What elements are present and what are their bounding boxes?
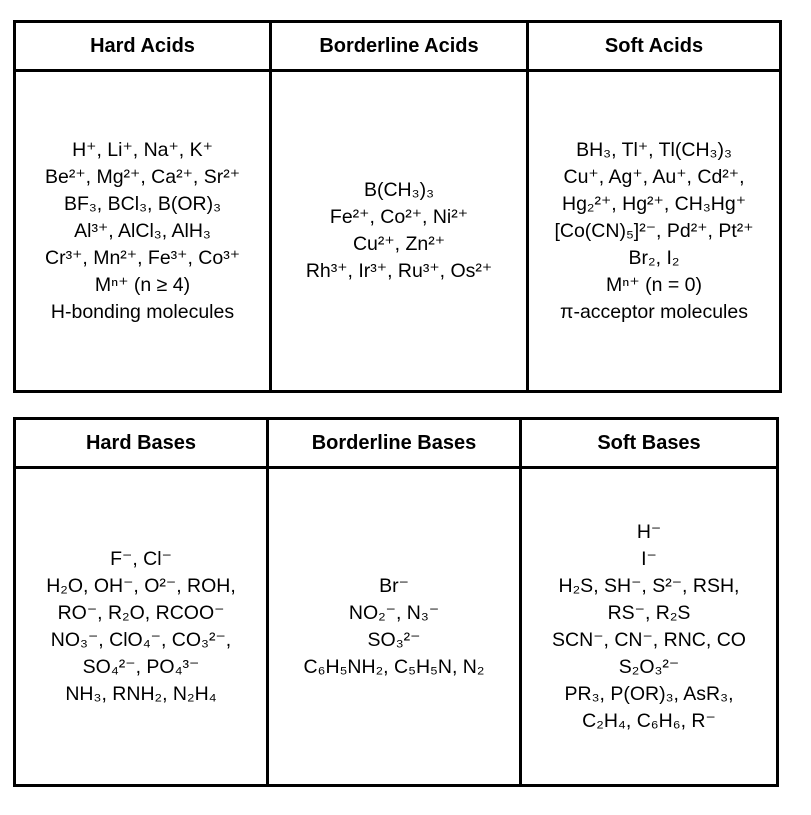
hard-acids-line: Mⁿ⁺ (n ≥ 4) xyxy=(94,273,191,296)
bases-table xyxy=(13,417,779,787)
borderline-acids-cell xyxy=(271,71,528,392)
soft-bases-line: PR₃, P(OR)₃, AsR₃, xyxy=(564,682,734,705)
soft-acids-line: Cu⁺, Ag⁺, Au⁺, Cd²⁺, xyxy=(563,165,745,188)
hard-acids-header: Hard Acids xyxy=(15,22,271,71)
soft-bases-line: RS⁻, R₂S xyxy=(607,601,691,624)
soft-acids-line: Br₂, I₂ xyxy=(628,246,680,269)
borderline-acids-line: Rh³⁺, Ir³⁺, Ru³⁺, Os²⁺ xyxy=(305,260,493,282)
hard-acids-line: BF₃, BCl₃, B(OR)₃ xyxy=(63,192,222,215)
soft-bases-header: Soft Bases xyxy=(521,419,778,468)
hard-bases-line: NO₃⁻, ClO₄⁻, CO₃²⁻, xyxy=(50,628,232,651)
soft-acids-line: Mⁿ⁺ (n = 0) xyxy=(606,273,702,296)
borderline-acids-header: Borderline Acids xyxy=(271,22,528,71)
bases-header-row xyxy=(15,419,778,468)
soft-bases-line: H⁻ xyxy=(636,520,662,543)
soft-bases-line: I⁻ xyxy=(641,547,657,570)
soft-acids-line: π-acceptor molecules xyxy=(560,300,748,323)
soft-bases-line: C₂H₄, C₆H₆, R⁻ xyxy=(582,709,716,732)
hard-bases-line: F⁻, Cl⁻ xyxy=(110,547,172,570)
soft-bases-line: S₂O₃²⁻ xyxy=(618,655,680,678)
soft-bases-line: SCN⁻, CN⁻, RNC, CO xyxy=(552,628,746,651)
soft-acids-cell xyxy=(528,71,781,392)
hard-bases-line: RO⁻, R₂O, RCOO⁻ xyxy=(57,601,225,624)
hard-bases-cell xyxy=(15,468,268,786)
hard-bases-line: H₂O, OH⁻, O²⁻, ROH, xyxy=(46,574,236,597)
hard-acids-cell xyxy=(15,71,271,392)
borderline-acids-line: Fe²⁺, Co²⁺, Ni²⁺ xyxy=(329,206,469,228)
hard-acids-line: Be²⁺, Mg²⁺, Ca²⁺, Sr²⁺ xyxy=(44,165,241,188)
acids-body-row xyxy=(15,71,781,392)
soft-acids-header: Soft Acids xyxy=(528,22,781,71)
borderline-bases-cell xyxy=(268,468,521,786)
borderline-acids-line: Cu²⁺, Zn²⁺ xyxy=(352,233,446,255)
bases-body-row xyxy=(15,468,778,786)
borderline-bases-line: NO₂⁻, N₃⁻ xyxy=(348,601,440,624)
hard-acids-line: H⁺, Li⁺, Na⁺, K⁺ xyxy=(72,138,213,161)
soft-acids-line: BH₃, Tl⁺, Tl(CH₃)₃ xyxy=(576,138,732,161)
borderline-bases-line: C₆H₅NH₂, C₅H₅N, N₂ xyxy=(303,655,485,678)
hard-acids-line: Al³⁺, AlCl₃, AlH₃ xyxy=(74,219,211,242)
borderline-bases-header: Borderline Bases xyxy=(268,419,521,468)
hard-bases-header: Hard Bases xyxy=(15,419,268,468)
acids-table xyxy=(13,20,782,393)
hard-acids-line: Cr³⁺, Mn²⁺, Fe³⁺, Co³⁺ xyxy=(45,246,240,269)
borderline-acids-line: B(CH₃)₃ xyxy=(363,179,435,201)
soft-bases-cell xyxy=(521,468,778,786)
hard-acids-line: H-bonding molecules xyxy=(50,300,235,323)
borderline-bases-line: SO₃²⁻ xyxy=(367,628,421,651)
borderline-bases-line: Br⁻ xyxy=(379,574,409,597)
soft-acids-line: [Co(CN)₅]²⁻, Pd²⁺, Pt²⁺ xyxy=(554,219,754,242)
acids-header-row xyxy=(15,22,781,71)
hard-bases-line: NH₃, RNH₂, N₂H₄ xyxy=(65,682,217,705)
soft-acids-line: Hg₂²⁺, Hg²⁺, CH₃Hg⁺ xyxy=(562,192,746,215)
hard-bases-line: SO₄²⁻, PO₄³⁻ xyxy=(82,655,200,678)
soft-bases-line: H₂S, SH⁻, S²⁻, RSH, xyxy=(558,574,740,597)
